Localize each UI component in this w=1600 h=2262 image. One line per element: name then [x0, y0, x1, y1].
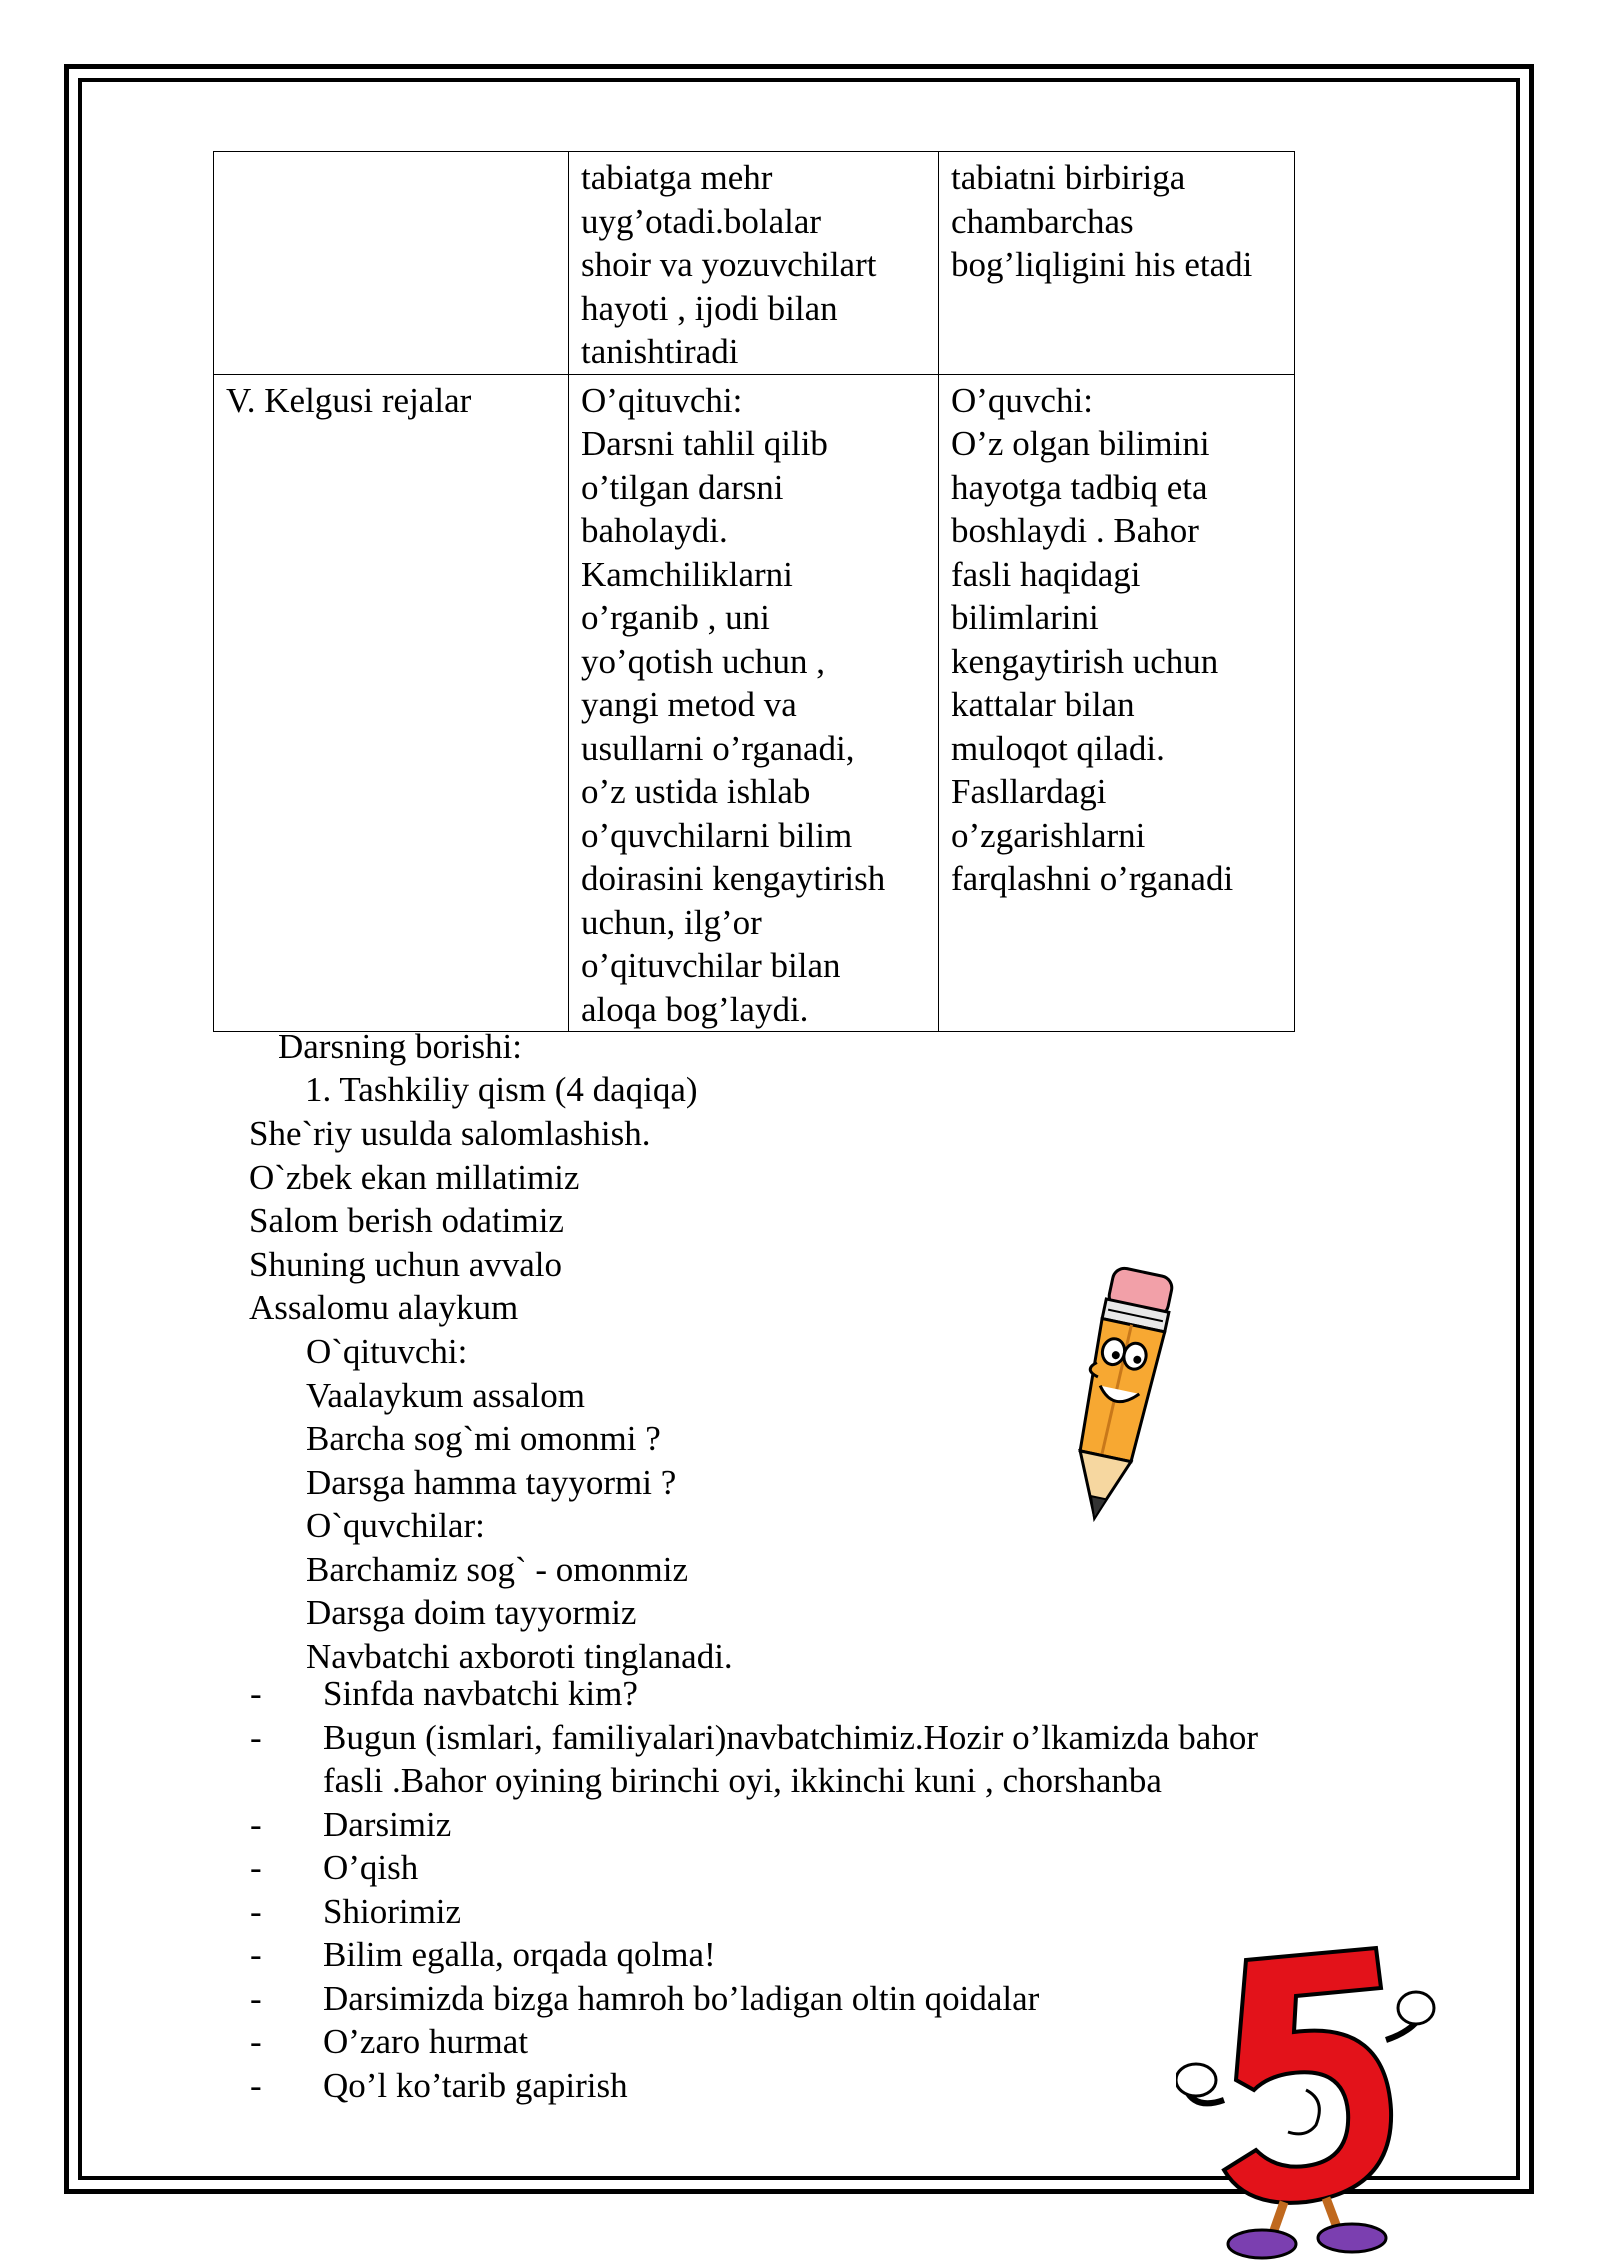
list-item — [250, 1672, 1258, 1716]
text-line: kattalar bilan — [951, 685, 1135, 724]
text-line: tabiatga mehr — [581, 158, 773, 197]
lesson-plan-table — [213, 151, 1295, 1032]
text-line: bilimlarini — [951, 598, 1099, 637]
text-line: o’z ustida ishlab — [581, 772, 811, 811]
text-line: uchun, ilg’or — [581, 902, 762, 942]
text-line: Barcha sog`mi omonmi ? — [306, 1419, 661, 1458]
text-line: Darsga doim tayyormiz — [306, 1593, 637, 1632]
text-line: Vaalaykum assalom — [306, 1375, 585, 1415]
text-line: Sinfda navbatchi kim? — [323, 1674, 638, 1713]
text-line: farqlashni o’rganadi — [951, 859, 1234, 898]
text-line: hayoti , ijodi bilan — [581, 288, 838, 328]
text-line: uyg’otadi.bolalar — [581, 201, 822, 241]
text-line: shoir va yozuvchilart — [581, 245, 877, 284]
list-item-text — [323, 2020, 528, 2064]
text-line: tanishtiradi — [581, 332, 739, 371]
list-item-text — [323, 1846, 418, 1890]
poem-block — [249, 1112, 651, 1330]
list-item-text — [323, 1672, 638, 1716]
text-line: Assalomu alaykum — [249, 1288, 519, 1327]
text-line: Kamchiliklarni — [581, 554, 793, 594]
number-five-character-icon — [1176, 1940, 1436, 2260]
text-line: boshlaydi . Bahor — [951, 511, 1199, 550]
table-cell — [939, 152, 1295, 375]
table-row — [214, 152, 1295, 375]
table-cell — [214, 152, 569, 375]
text-line: fasli .Bahor oyining birinchi oyi, ikkinchi kuni , chorshanba — [323, 1761, 1162, 1800]
text-line: She`riy usulda salomlashish. — [249, 1114, 651, 1153]
text-line: O’z olgan bilimini — [951, 424, 1210, 463]
text-line: Darsimizda bizga hamroh bo’ladigan oltin qoidalar — [323, 1978, 1040, 2018]
text-line: O’zaro hurmat — [323, 2022, 529, 2061]
text-line: usullarni o’rganadi, — [581, 728, 855, 768]
dialogue-block — [306, 1330, 733, 1678]
text-line: muloqot qiladi. — [951, 728, 1165, 768]
lesson-heading — [278, 1025, 522, 1069]
pencil-character-icon — [1060, 1258, 1180, 1538]
list-item-text — [323, 1890, 461, 1934]
text-line: bog’liqligini his etadi — [951, 245, 1253, 284]
bullet-dash: - — [250, 1804, 262, 1844]
text-line: hayotga tadbiq eta — [951, 467, 1208, 507]
list-item — [250, 2064, 1258, 2108]
text-line: Darsimiz — [323, 1804, 452, 1844]
bullet-dash: - — [250, 1978, 262, 2018]
text-line: O`qituvchi: — [306, 1332, 468, 1371]
text-line: Shuning uchun avvalo — [249, 1244, 563, 1284]
bullet-dash: - — [250, 1717, 262, 1757]
list-item — [250, 1977, 1258, 2021]
text-line: O`quvchilar: — [306, 1506, 485, 1545]
text-line: Fasllardagi — [951, 772, 1107, 811]
bullet-list — [250, 1672, 1258, 2107]
text-line: O’qituvchi: — [581, 380, 743, 420]
text-line: Bilim egalla, orqada qolma! — [323, 1935, 716, 1974]
text-line: Bugun (ismlari, familiyalari)navbatchimiz.Hozir o’lkamizda bahor — [323, 1717, 1258, 1757]
table-row — [214, 374, 1295, 1032]
list-item — [250, 1846, 1258, 1890]
table-cell — [569, 374, 939, 1032]
text-line: o’qituvchilar bilan — [581, 946, 841, 985]
bullet-dash: - — [250, 1935, 262, 1974]
bullet-dash: - — [250, 1891, 262, 1931]
text-line: fasli haqidagi — [951, 554, 1141, 594]
table-cell — [569, 152, 939, 375]
list-item-text — [323, 1977, 1039, 2021]
heading-text: Darsning borishi: — [278, 1027, 523, 1066]
text-line: Darsga hamma tayyormi ? — [306, 1462, 677, 1502]
text-line: aloqa bog’laydi. — [581, 989, 809, 1029]
text-line: O’quvchi: — [951, 380, 1093, 420]
table-cell — [939, 374, 1295, 1032]
list-item-text — [323, 1716, 1258, 1803]
text-line: V. Kelgusi rejalar — [226, 380, 472, 420]
table-cell — [214, 374, 569, 1032]
text-line: doirasini kengaytirish — [581, 859, 886, 898]
text-line: yangi metod va — [581, 685, 797, 724]
text-line: yo’qotish uchun , — [581, 641, 826, 681]
list-item-text — [323, 1803, 451, 1847]
text-line: tabiatni birbiriga — [951, 158, 1186, 197]
bullet-dash: - — [250, 2022, 262, 2061]
text-line: Salom berish odatimiz — [249, 1201, 564, 1240]
text-line: O’qish — [323, 1848, 419, 1887]
list-item-text — [323, 2064, 628, 2108]
text-line: baholaydi. — [581, 511, 728, 550]
text-line: Barchamiz sog` - omonmiz — [306, 1549, 688, 1589]
list-item — [250, 1890, 1258, 1934]
list-item — [250, 1933, 1258, 1977]
text-line: Navbatchi axboroti tinglanadi. — [306, 1636, 733, 1676]
text-line: Shiorimiz — [323, 1891, 462, 1931]
text-line: kengaytirish uchun — [951, 641, 1219, 681]
text-line: o’quvchilarni bilim — [581, 815, 853, 855]
item-text: 1. Tashkiliy qism (4 daqiqa) — [305, 1070, 698, 1109]
text-line: o’tilgan darsni — [581, 467, 784, 507]
bullet-dash: - — [250, 2065, 262, 2105]
list-item — [250, 1803, 1258, 1847]
text-line: O`zbek ekan millatimiz — [249, 1157, 580, 1197]
text-line: Qo’l ko’tarib gapirish — [323, 2065, 628, 2105]
text-line: chambarchas — [951, 201, 1134, 241]
text-line: o’rganib , uni — [581, 598, 770, 637]
bullet-dash: - — [250, 1848, 262, 1887]
numbered-item — [305, 1068, 698, 1112]
text-line: Darsni tahlil qilib — [581, 424, 828, 463]
list-item-text — [323, 1933, 716, 1977]
bullet-dash: - — [250, 1674, 262, 1713]
text-line: o’zgarishlarni — [951, 815, 1146, 855]
list-item — [250, 1716, 1258, 1803]
list-item — [250, 2020, 1258, 2064]
